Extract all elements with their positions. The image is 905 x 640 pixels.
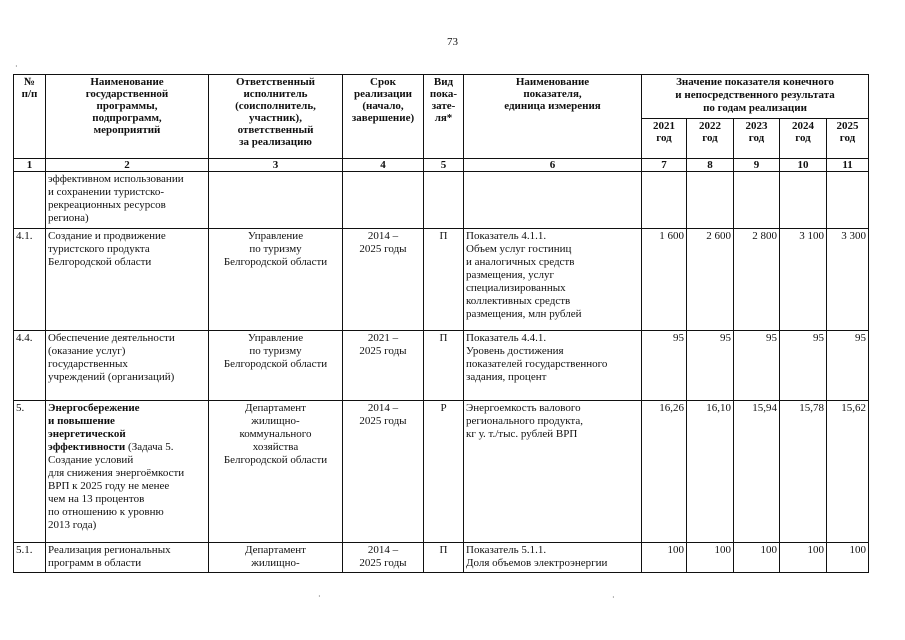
row-indicator: Показатель 4.1.1. Объем услуг гостиниц и аналогичных средств размещения, услуг специализированных коллективных средств размещения, млн рублей xyxy=(464,229,642,331)
row-value-2021 xyxy=(642,172,687,229)
page-number: 73 xyxy=(447,36,458,48)
row-name-bold: Энергосбережение и повышение энергетической эффективности xyxy=(48,402,140,453)
column-number: 5 xyxy=(424,159,464,172)
row-value-2024: 95 xyxy=(780,331,827,401)
header-program-name: Наименование государственной программы, подпрограмм, мероприятий xyxy=(46,75,209,159)
table-row xyxy=(14,229,869,331)
row-value-2023: 2 800 xyxy=(734,229,780,331)
row-name xyxy=(46,401,209,543)
row-value-2023 xyxy=(734,172,780,229)
row-value-2021: 16,26 xyxy=(642,401,687,543)
header-indicator-name: Наименование показателя, единица измерения xyxy=(464,75,642,159)
header-year-2023: 2023 год xyxy=(734,119,780,159)
column-number: 2 xyxy=(46,159,209,172)
row-value-2021: 100 xyxy=(642,543,687,573)
row-period: 2014 – 2025 годы xyxy=(343,229,424,331)
scan-speck: · xyxy=(15,62,18,71)
row-period: 2014 – 2025 годы xyxy=(343,543,424,573)
row-value-2023: 95 xyxy=(734,331,780,401)
row-value-2022: 95 xyxy=(687,331,734,401)
row-executor: Департамент жилищно- коммунального хозяйства Белгородской области xyxy=(209,401,343,543)
column-number: 10 xyxy=(780,159,827,172)
program-table xyxy=(13,74,869,573)
row-executor xyxy=(209,172,343,229)
row-num: 4.1. xyxy=(14,229,46,331)
row-value-2021: 95 xyxy=(642,331,687,401)
scan-speck: · xyxy=(612,593,615,602)
row-name: Создание и продвижение туристского продукта Белгородской области xyxy=(46,229,209,331)
header-year-2022: 2022 год xyxy=(687,119,734,159)
row-num: 4.4. xyxy=(14,331,46,401)
table-row xyxy=(14,331,869,401)
row-value-2025: 100 xyxy=(827,543,869,573)
row-period: 2021 – 2025 годы xyxy=(343,331,424,401)
table-row xyxy=(14,172,869,229)
column-number: 1 xyxy=(14,159,46,172)
row-type: П xyxy=(424,543,464,573)
header-year-2025: 2025 год xyxy=(827,119,869,159)
row-value-2023: 100 xyxy=(734,543,780,573)
row-value-2023: 15,94 xyxy=(734,401,780,543)
header-indicator-type: Вид пока- зате- ля* xyxy=(424,75,464,159)
row-num: 5.1. xyxy=(14,543,46,573)
header-num: № п/п xyxy=(14,75,46,159)
header-values-group: Значение показателя конечного и непосредственного результата по годам реализации xyxy=(642,75,869,119)
row-name: эффективном использовании и сохранении туристско- рекреационных ресурсов региона) xyxy=(46,172,209,229)
row-executor: Управление по туризму Белгородской области xyxy=(209,229,343,331)
row-value-2022 xyxy=(687,172,734,229)
row-indicator: Показатель 5.1.1. Доля объемов электроэнергии xyxy=(464,543,642,573)
row-value-2024: 3 100 xyxy=(780,229,827,331)
row-value-2025 xyxy=(827,172,869,229)
row-value-2022: 2 600 xyxy=(687,229,734,331)
row-num xyxy=(14,172,46,229)
table-row xyxy=(14,543,869,573)
row-indicator xyxy=(464,172,642,229)
row-value-2025: 95 xyxy=(827,331,869,401)
row-value-2025: 3 300 xyxy=(827,229,869,331)
row-value-2022: 100 xyxy=(687,543,734,573)
table-row xyxy=(14,401,869,543)
row-name: Реализация региональных программ в области xyxy=(46,543,209,573)
column-numbers-row xyxy=(14,159,869,172)
row-value-2024 xyxy=(780,172,827,229)
column-number: 9 xyxy=(734,159,780,172)
row-value-2024: 100 xyxy=(780,543,827,573)
row-executor: Департамент жилищно- xyxy=(209,543,343,573)
header-year-2021: 2021 год xyxy=(642,119,687,159)
column-number: 3 xyxy=(209,159,343,172)
row-period xyxy=(343,172,424,229)
row-value-2024: 15,78 xyxy=(780,401,827,543)
row-num: 5. xyxy=(14,401,46,543)
row-executor: Управление по туризму Белгородской области xyxy=(209,331,343,401)
column-number: 4 xyxy=(343,159,424,172)
row-type: Р xyxy=(424,401,464,543)
row-type xyxy=(424,172,464,229)
row-value-2021: 1 600 xyxy=(642,229,687,331)
row-indicator: Показатель 4.4.1. Уровень достижения показателей государственного задания, процент xyxy=(464,331,642,401)
header-period: Срок реализации (начало, завершение) xyxy=(343,75,424,159)
column-number: 11 xyxy=(827,159,869,172)
column-number: 6 xyxy=(464,159,642,172)
scan-speck: · xyxy=(318,592,321,601)
row-name-rest: (Задача 5. Создание условий для снижения энергоёмкости ВРП к 2025 году не менее чем на 13 процентов по отношению к уровню 2013 года) xyxy=(48,441,185,531)
row-type: П xyxy=(424,229,464,331)
column-number: 7 xyxy=(642,159,687,172)
row-period: 2014 – 2025 годы xyxy=(343,401,424,543)
row-name: Обеспечение деятельности (оказание услуг) государственных учреждений (организаций) xyxy=(46,331,209,401)
row-type: П xyxy=(424,331,464,401)
column-number: 8 xyxy=(687,159,734,172)
row-value-2022: 16,10 xyxy=(687,401,734,543)
header-year-2024: 2024 год xyxy=(780,119,827,159)
row-value-2025: 15,62 xyxy=(827,401,869,543)
row-indicator: Энергоемкость валового регионального продукта, кг у. т./тыс. рублей ВРП xyxy=(464,401,642,543)
header-executor: Ответственный исполнитель (соисполнитель, участник), ответственный за реализацию xyxy=(209,75,343,159)
